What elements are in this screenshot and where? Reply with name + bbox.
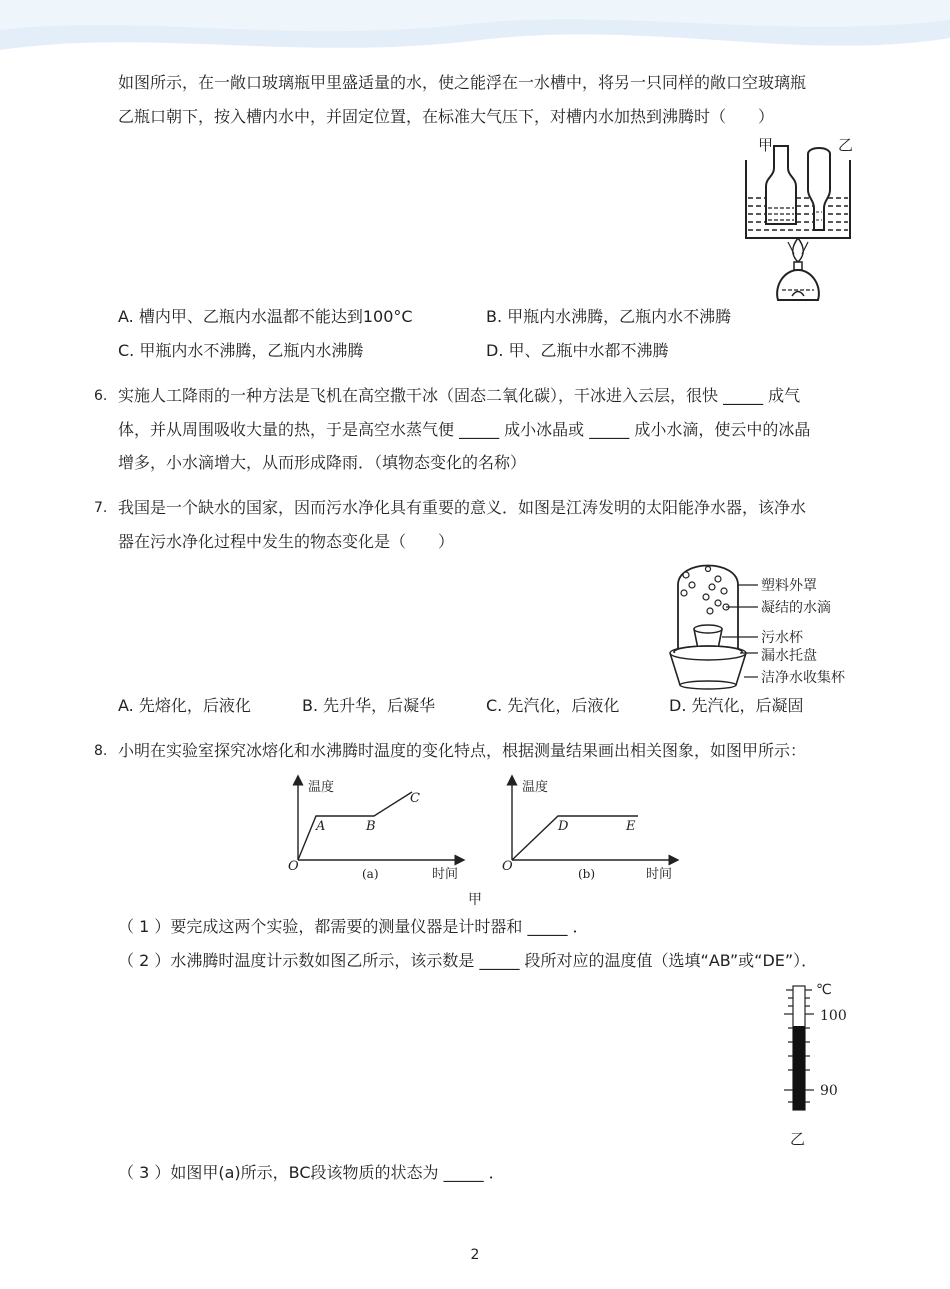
thermometer-unit: ℃ — [816, 982, 832, 998]
q8-sub3: （ 3 ）如图甲(a)所示，BC段该物质的状态为 _____ ． — [118, 1163, 505, 1182]
q8b-xlabel: 时间 — [646, 867, 673, 882]
q7-option-c: C. 先汽化，后液化 — [486, 696, 620, 715]
page-number: 2 — [470, 1247, 480, 1263]
q7-solar-purifier-figure — [666, 555, 866, 695]
q7-option-b: B. 先升华，后凝华 — [302, 696, 436, 715]
q8b-caption: (b) — [578, 867, 596, 881]
q7-line2: 器在污水净化过程中发生的物态变化是（ ） — [118, 532, 455, 551]
q7-option-a: A. 先熔化，后液化 — [118, 696, 251, 715]
q6-line3: 增多，小水滴增大，从而形成降雨．（填物态变化的名称） — [118, 453, 527, 472]
q8b-point-e: E — [626, 819, 636, 834]
q5-option-c: C. 甲瓶内水不沸腾，乙瓶内水沸腾 — [118, 341, 364, 360]
q5-stem-line1: 如图所示，在一敞口玻璃瓶甲里盛适量的水，使之能浮在一水槽中，将另一只同样的敞口空玻璃瓶 — [118, 73, 807, 92]
q7-option-d: D. 先汽化，后凝固 — [669, 696, 804, 715]
q8-sub1: （ 1 ）要完成这两个实验，都需要的测量仪器是计时器和 _____ ． — [118, 917, 589, 936]
q8a-point-c: C — [410, 791, 420, 806]
thermometer-mark-90: 90 — [820, 1083, 838, 1099]
q8a-ylabel: 温度 — [308, 780, 335, 795]
q8-graph-a — [284, 774, 469, 884]
q7-line1: 我国是一个缺水的国家，因而污水净化具有重要的意义．如图是江涛发明的太阳能净水器，该净水 — [118, 498, 807, 517]
q8b-point-d: D — [558, 819, 569, 834]
q7-number: 7. — [94, 500, 108, 516]
header-wave-band — [0, 0, 950, 70]
q8a-point-a: A — [316, 819, 326, 834]
q7-label-dirty-cup: 污水杯 — [761, 630, 803, 646]
q8b-ylabel: 温度 — [522, 780, 549, 795]
q8-number: 8. — [94, 743, 108, 759]
q7-label-tray: 漏水托盘 — [761, 648, 817, 664]
q6-line1: 实施人工降雨的一种方法是飞机在高空撒干冰（固态二氧化碳），干冰进入云层，很快 _____ 成气 — [118, 386, 801, 405]
q8b-origin: O — [502, 859, 513, 874]
q5-fig-label-jia: 甲 — [758, 136, 774, 154]
q8-line1: 小明在实验室探究冰熔化和水沸腾时温度的变化特点，根据测量结果画出相关图象，如图甲所示： — [118, 741, 807, 760]
q8a-origin: O — [288, 859, 299, 874]
q5-fig-label-yi: 乙 — [838, 136, 854, 154]
q8a-caption: (a) — [362, 867, 379, 881]
thermometer-mark-100: 100 — [820, 1008, 847, 1024]
q8-sub2: （ 2 ）水沸腾时温度计示数如图乙所示，该示数是 _____ 段所对应的温度值（选填“AB”或“DE”）． — [118, 951, 818, 970]
q5-bottle-trough-figure — [738, 128, 858, 303]
q8a-xlabel: 时间 — [432, 867, 459, 882]
q7-label-collector: 洁净水收集杯 — [761, 670, 845, 686]
thermometer-figure — [776, 980, 856, 1150]
q5-stem-line2: 乙瓶口朝下，按入槽内水中，并固定位置，在标准大气压下，对槽内水加热到沸腾时（ ） — [118, 107, 775, 126]
thermometer-caption: 乙 — [790, 1130, 806, 1148]
q8a-point-b: B — [366, 819, 376, 834]
q7-label-cover: 塑料外罩 — [761, 578, 817, 594]
q5-option-b: B. 甲瓶内水沸腾，乙瓶内水不沸腾 — [486, 307, 732, 326]
q8-graph-b — [498, 774, 683, 884]
q7-label-droplets: 凝结的水滴 — [761, 600, 831, 616]
q8-figure-caption: 甲 — [468, 892, 482, 908]
q5-option-a: A. 槽内甲、乙瓶内水温都不能达到100°C — [118, 307, 413, 326]
q6-number: 6. — [94, 388, 108, 404]
q5-option-d: D. 甲、乙瓶中水都不沸腾 — [486, 341, 669, 360]
q6-line2: 体，并从周围吸收大量的热，于是高空水蒸气便 _____ 成小冰晶或 _____ 成小水滴，使云中的冰晶 — [118, 420, 811, 439]
